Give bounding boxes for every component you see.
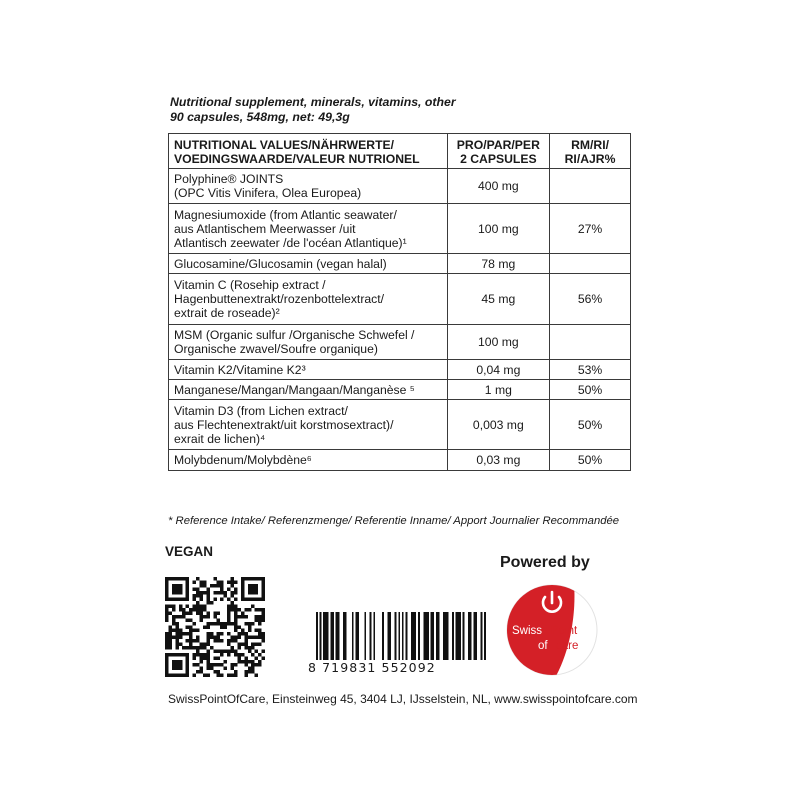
header-nutritional-values: NUTRITIONAL VALUES/NÄHRWERTE/ VOEDINGSWAARDE/VALEUR NUTRIONEL	[169, 134, 448, 169]
barcode-number: 8 719831 552092	[308, 660, 436, 675]
nutrient-name: Polyphine® JOINTS (OPC Vitis Vinifera, Olea Europea)	[169, 169, 448, 204]
nutrient-amount: 78 mg	[447, 254, 549, 274]
nutrient-name: Manganese/Mangan/Mangaan/Manganèse ⁵	[169, 380, 448, 400]
header-per-2-capsules: PRO/PAR/PER 2 CAPSULES	[447, 134, 549, 169]
nutrient-name: Glucosamine/Glucosamin (vegan halal)	[169, 254, 448, 274]
product-type: Nutritional supplement, minerals, vitamins, other	[170, 95, 456, 109]
table-row	[169, 450, 631, 471]
nutrient-name: Molybdenum/Molybdène⁶	[169, 450, 448, 471]
nutrient-reference-intake: 50%	[550, 400, 631, 450]
table-row	[169, 380, 631, 400]
nutrient-reference-intake: 27%	[550, 204, 631, 254]
table-row	[169, 254, 631, 274]
nutrient-name: Vitamin C (Rosehip extract / Hagenbuttenextrakt/rozenbottelextract/ extrait de roseade)²	[169, 274, 448, 325]
nutrient-reference-intake: 53%	[550, 360, 631, 380]
reference-intake-footnote: * Reference Intake/ Referenzmenge/ Referentie Inname/ Apport Journalier Recommandée	[168, 515, 620, 527]
table-row	[169, 400, 631, 450]
nutrient-amount: 100 mg	[447, 325, 549, 360]
logo-text-of: of	[538, 640, 548, 652]
nutrition-table	[168, 133, 631, 471]
logo-text-care: care	[556, 640, 579, 652]
product-quantity: 90 capsules, 548mg, net: 49,3g	[170, 110, 350, 124]
nutrient-reference-intake: 56%	[550, 274, 631, 325]
nutrient-reference-intake: 50%	[550, 450, 631, 471]
nutrient-amount: 0,003 mg	[447, 400, 549, 450]
nutrient-reference-intake	[550, 254, 631, 274]
table-header-row	[169, 134, 631, 169]
logo-text-point: Point	[551, 625, 578, 637]
nutrient-amount: 0,03 mg	[447, 450, 549, 471]
nutrient-amount: 100 mg	[447, 204, 549, 254]
powered-by-label: Powered by	[500, 554, 590, 571]
nutrient-name: Magnesiumoxide (from Atlantic seawater/ aus Atlantischem Meerwasser /uit Atlantisch zeewater /de l'océan Atlantique)¹	[169, 204, 448, 254]
table-row	[169, 274, 631, 325]
nutrient-amount: 400 mg	[447, 169, 549, 204]
nutrient-reference-intake	[550, 325, 631, 360]
table-row	[169, 169, 631, 204]
swiss-point-of-care-logo	[506, 584, 598, 676]
nutrient-reference-intake: 50%	[550, 380, 631, 400]
nutrient-name: Vitamin K2/Vitamine K2³	[169, 360, 448, 380]
header-reference-intake: RM/RI/ RI/AJR%	[550, 134, 631, 169]
product-description	[170, 95, 640, 125]
table-row	[169, 204, 631, 254]
vegan-label: VEGAN	[165, 544, 214, 559]
nutrient-amount: 45 mg	[447, 274, 549, 325]
ean-barcode	[308, 612, 488, 674]
barcode-bars	[316, 612, 486, 660]
nutrient-amount: 1 mg	[447, 380, 549, 400]
logo-text-swiss: Swiss	[512, 625, 543, 637]
company-address: SwissPointOfCare, Einsteinweg 45, 3404 LJ, IJsselstein, NL, www.swisspointofcare.com	[168, 692, 638, 706]
nutrient-amount: 0,04 mg	[447, 360, 549, 380]
nutrient-reference-intake	[550, 169, 631, 204]
nutrient-name: Vitamin D3 (from Lichen extract/ aus Flechtenextrakt/uit korstmosextract)/ exrait de lichen)⁴	[169, 400, 448, 450]
table-row	[169, 360, 631, 380]
qr-code	[165, 577, 265, 677]
table-row	[169, 325, 631, 360]
nutrient-name: MSM (Organic sulfur /Organische Schwefel / Organische zwavel/Soufre organique)	[169, 325, 448, 360]
